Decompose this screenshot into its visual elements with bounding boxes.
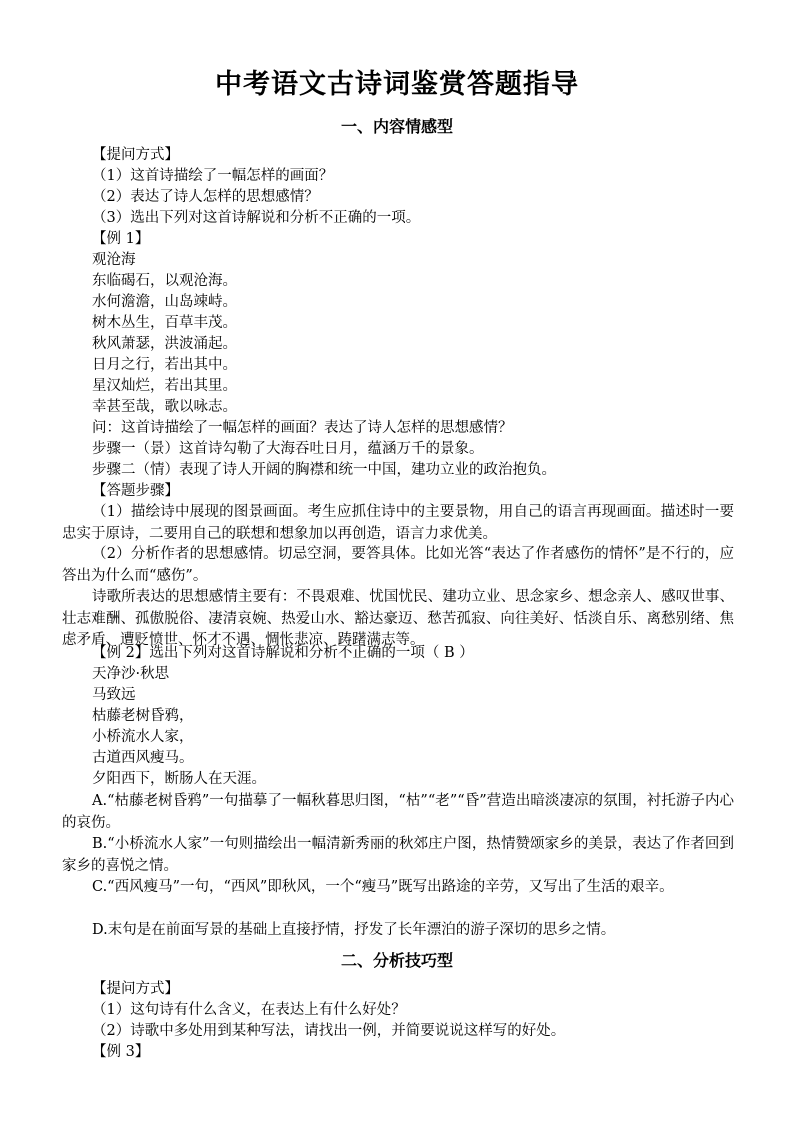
ask-item: （3）选出下列对这首诗解说和分析不正确的一项。 — [92, 210, 421, 226]
ask-item: （2）表达了诗人怎样的思想感情？ — [92, 189, 319, 205]
option-a: A.“枯藤老树昏鸦”一句描摹了一幅秋暮思归图，“枯”“老”“昏”营造出暗淡凄凉的氛围，衬托游子内心的哀伤。 — [62, 793, 734, 831]
poem-line: 观沧海 — [92, 252, 136, 268]
poem-line: 树木丛生，百草丰茂。 — [92, 315, 237, 331]
poem-line: 幸甚至哉，歌以咏志。 — [92, 399, 237, 415]
answer-steps-label: 【答题步骤】 — [92, 483, 179, 499]
ask-item: （1）这首诗描绘了一幅怎样的画面？ — [92, 168, 334, 184]
poem-line: 枯藤老树昏鸦， — [92, 708, 194, 724]
poem-line: 水何澹澹，山岛竦峙。 — [92, 294, 237, 310]
poem-line: 小桥流水人家， — [92, 729, 194, 745]
step-one: 步骤一（景）这首诗勾勒了大海吞吐日月，蕴涵万千的景象。 — [92, 441, 484, 457]
poem-line: 东临碣石，以观沧海。 — [92, 273, 237, 289]
page-title: 中考语文古诗词鉴赏答题指导 — [215, 69, 579, 100]
option-d: D.末句是在前面写景的基础上直接抒情，抒发了长年漂泊的游子深切的思乡之情。 — [92, 922, 616, 938]
ask-label: 【提问方式】 — [92, 981, 179, 997]
example2-line: 【例 2】选出下列对这首诗解说和分析不正确的一项（ B ） — [92, 645, 474, 661]
step-two: 步骤二（情）表现了诗人开阔的胸襟和统一中国，建功立业的政治抱负。 — [92, 462, 556, 478]
question-line: 问：这首诗描绘了一幅怎样的画面？表达了诗人怎样的思想感情？ — [92, 420, 513, 436]
poem-line: 夕阳西下，断肠人在天涯。 — [92, 771, 266, 787]
answer-paragraph: （1）描绘诗中展现的图景画面。考生应抓住诗中的主要景物，用自己的语言再现画面。描述时一要忠实于原诗，二要用自己的联想和想象加以再创造，语言力求优美。 — [62, 504, 734, 542]
poem-line: 古道西风瘦马。 — [92, 750, 194, 766]
ask-item: （2）诗歌中多处用到某种写法，请找出一例，并简要说说这样写的好处。 — [92, 1023, 566, 1039]
poem-line: 天净沙·秋思 — [92, 666, 170, 682]
poem-line: 星汉灿烂，若出其里。 — [92, 378, 237, 394]
option-c: C.“西风瘦马”一句，“西风”即秋风，一个“瘦马”既写出路途的辛劳，又写出了生活的艰辛。 — [92, 879, 674, 895]
section2-heading: 二、分析技巧型 — [340, 951, 453, 970]
poem-line: 秋风萧瑟，洪波涌起。 — [92, 336, 237, 352]
emotions-paragraph: 诗歌所表达的思想感情主要有：不畏艰难、忧国忧民、建功立业、思念家乡、想念亲人、感叹世事、壮志难酬、孤傲脱俗、凄清哀婉、热爱山水、豁达豪迈、愁苦孤寂、向往美好、恬淡自乐、离愁别绪、焦虑矛盾、遭贬愤世、怀才不遇、惆怅悲凉、踌躇满志等。 — [62, 589, 734, 648]
ask-label: 【提问方式】 — [92, 147, 179, 163]
example3-label: 【例 3】 — [92, 1044, 150, 1060]
poem-line: 日月之行，若出其中。 — [92, 357, 237, 373]
example1-label: 【例 1】 — [92, 231, 150, 247]
ask-item: （1）这句诗有什么含义，在表达上有什么好处？ — [92, 1002, 406, 1018]
section1-heading: 一、内容情感型 — [340, 117, 453, 136]
option-b: B.“小桥流水人家”一句则描绘出一幅清新秀丽的秋郊庄户图，热情赞颂家乡的美景，表达了作者回到家乡的喜悦之情。 — [62, 836, 734, 874]
answer-paragraph: （2）分析作者的思想感情。切忌空洞，要答具体。比如光答“表达了作者感伤的情怀”是不行的，应答出为什么而“感伤”。 — [62, 546, 734, 584]
poem-author: 马致远 — [92, 687, 136, 703]
